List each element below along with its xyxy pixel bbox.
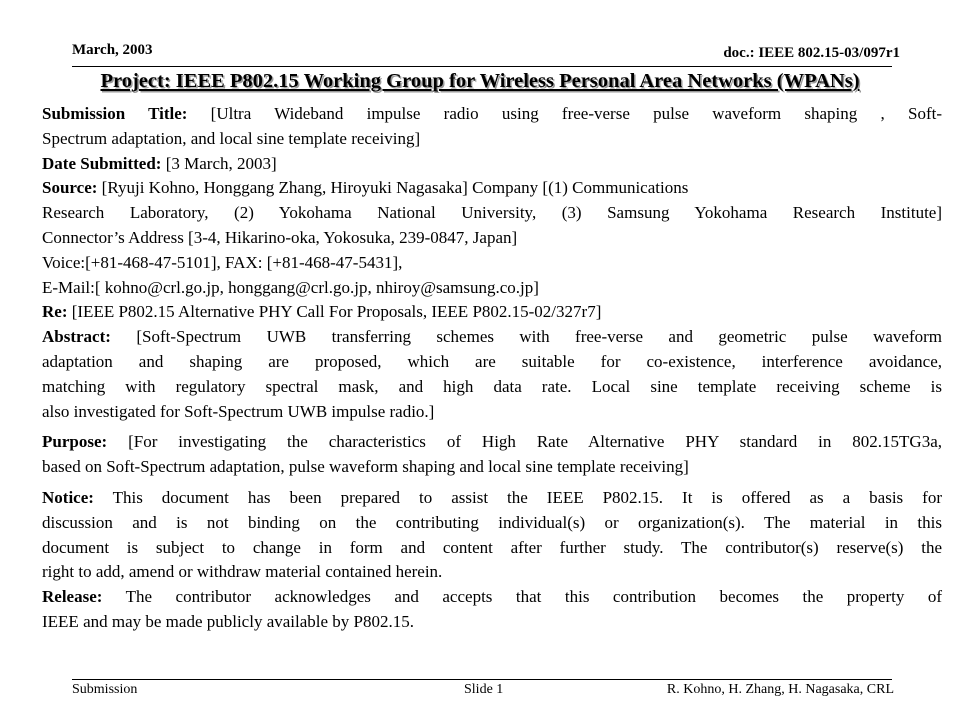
- release-line-2: IEEE and may be made publicly available by P802.15.: [42, 611, 415, 631]
- project-title: Project: IEEE P802.15 Working Group for Wireless Personal Area Networks (WPANs): [100, 70, 860, 92]
- release-line-1: [42, 585, 942, 610]
- notice-line-1: [42, 486, 942, 511]
- notice-text-1: This document has been prepared to assist the IEEE P802.15. It is offered as a basis for: [93, 487, 942, 507]
- purpose-line-2: based on Soft-Spectrum adaptation, pulse waveform shaping and local sine template receiving]: [42, 457, 689, 477]
- notice-line-4: right to add, amend or withdraw material contained herein.: [42, 562, 443, 582]
- header-doc-id: doc.: IEEE 802.15-03/097r1: [723, 45, 900, 61]
- footer-rule: [72, 679, 892, 680]
- re-line: [42, 300, 942, 325]
- source-label: Source:: [42, 178, 98, 198]
- source-line-1: [42, 176, 942, 201]
- footer-submission: Submission: [72, 682, 138, 697]
- submission-title-line: [42, 102, 942, 127]
- release-label: Release:: [42, 587, 103, 607]
- source-email-line: E-Mail:[ kohno@crl.go.jp, honggang@crl.go.jp, nhiroy@samsung.co.jp]: [42, 277, 539, 297]
- abstract-line-1: [42, 325, 942, 350]
- submission-title-line-2: Spectrum adaptation, and local sine template receiving]: [42, 128, 421, 148]
- purpose-line-1: [42, 430, 942, 455]
- header-date: March, 2003: [72, 42, 153, 58]
- date-submitted-label: Date Submitted:: [42, 153, 162, 173]
- header-rule: [72, 66, 892, 67]
- purpose-text-1: [For investigating the characteristics of High Rate Alternative PHY standard in 802.15TG3a,: [107, 432, 942, 452]
- purpose-label: Purpose:: [42, 432, 108, 452]
- footer-slide-number: Slide 1: [464, 682, 504, 697]
- submission-title-label: Submission Title:: [42, 104, 188, 123]
- notice-line-2: discussion and is not binding on the contributing individual(s) or organization(s). The material in this: [42, 512, 942, 532]
- submission-title-text-1: [Ultra Wideband impulse radio using free-verse pulse waveform shaping , Soft-: [187, 104, 942, 123]
- notice-line-3: document is subject to change in form and content after further study. The contributor(s) reserve(s) the: [42, 537, 942, 557]
- re-value: [IEEE P802.15 Alternative PHY Call For Proposals, IEEE P802.15-02/327r7]: [67, 302, 602, 322]
- date-submitted-value: [3 March, 2003]: [161, 153, 277, 173]
- abstract-line-3: matching with regulatory spectral mask, and high data rate. Local sine template receiving scheme is: [42, 376, 942, 396]
- date-submitted-line: [42, 152, 942, 177]
- abstract-line-2: adaptation and shaping are proposed, which are suitable for co-existence, interference avoidance,: [42, 351, 942, 371]
- release-text-1: The contributor acknowledges and accepts that this contribution becomes the property of: [102, 587, 942, 607]
- re-label: Re:: [42, 302, 68, 322]
- source-line-2: Research Laboratory, (2) Yokohama National University, (3) Samsung Yokohama Research Institute]: [42, 203, 942, 223]
- abstract-label: Abstract:: [42, 327, 111, 347]
- source-text-1: [Ryuji Kohno, Honggang Zhang, Hiroyuki Nagasaka] Company [(1) Communications: [97, 178, 689, 198]
- source-line-4: Voice:[+81-468-47-5101], FAX: [+81-468-47-5431],: [42, 252, 403, 272]
- notice-label: Notice:: [42, 487, 94, 507]
- abstract-text-1: [Soft-Spectrum UWB transferring schemes with free-verse and geometric pulse waveform: [110, 327, 942, 347]
- abstract-line-4: also investigated for Soft-Spectrum UWB impulse radio.]: [42, 401, 435, 421]
- submission-content: [42, 102, 942, 635]
- footer-authors: R. Kohno, H. Zhang, H. Nagasaka, CRL: [666, 682, 894, 697]
- source-line-3: Connector’s Address [3-4, Hikarino-oka, Yokosuka, 239-0847, Japan]: [42, 227, 518, 247]
